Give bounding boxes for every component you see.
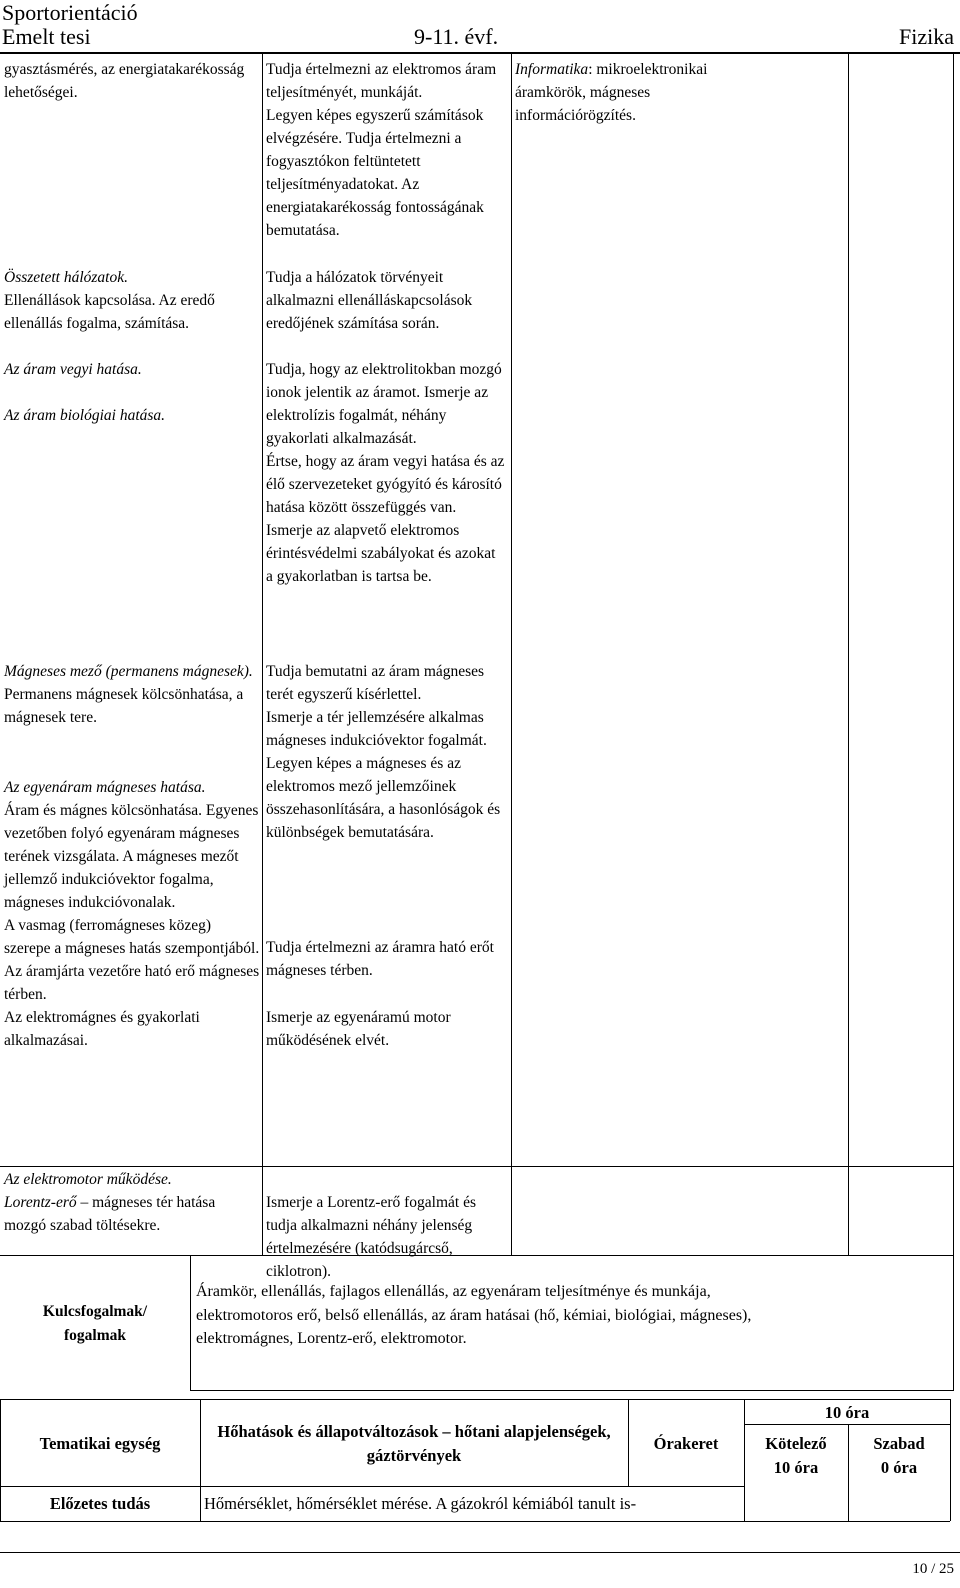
topic-lorentz-text: – mágneses tér hatása mozgó szabad töltésekre. [4, 1194, 216, 1234]
prior-knowledge-label: Előzetes tudás [49, 1494, 151, 1513]
concepts-label: Kulcsfogalmak/ fogalmak [42, 1303, 148, 1344]
crosslink-label: Informatika [515, 61, 589, 78]
topic-biological-effect: Az áram biológiai hatása. [4, 407, 166, 424]
topic-electromotor: Az elektromotor működése. [4, 1171, 172, 1188]
topic-dc-magnetic [4, 776, 260, 1052]
unit-table-mid [0, 1486, 744, 1487]
unit-table-top [0, 1399, 950, 1400]
hours-mandatory: Kötelező 10 óra [765, 1434, 827, 1477]
hours-free: Szabad 0 óra [873, 1434, 925, 1477]
requirement-networks: Tudja a hálózatok törvényeit alkalmazni ellenálláskapcsolások eredőjének számítása során. [266, 269, 473, 332]
requirement-motor: Ismerje az egyenáramú motor működésének elvét. [266, 1009, 451, 1049]
header-rule [0, 52, 960, 54]
unit-label: Tematikai egység [39, 1434, 161, 1453]
unit-left-border [0, 1399, 1, 1521]
topic-dc-magnetic-title: Az egyenáram mágneses hatása. [4, 779, 206, 796]
topic-magnetic-field [4, 660, 256, 729]
col-divider-2 [511, 53, 512, 1255]
topic-energy-saving: gyasztásmérés, az energiatakarékosság lehetőségei. [4, 61, 245, 101]
unit-col-1 [200, 1399, 201, 1521]
topic-magnetic-title: Mágneses mező (permanens mágnesek). [4, 663, 253, 680]
right-border [953, 53, 954, 1390]
topic-chemical-effect: Az áram vegyi hatása. [4, 361, 142, 378]
crosslink-text: : mikroelektronikai áramkörök, mágneses információrögzítés. [515, 61, 708, 124]
concepts-text: Áramkör, ellenállás, fajlagos ellenállás, az egyenáram teljesítménye és munkája, elektromotoros erő, belső ellenállás, az áram hatásai (hő, kémiai, biológiai, mágneses), elektromágnes, Lorentz-erő, elektromotor. [196, 1283, 752, 1347]
requirement-power: Tudja értelmezni az elektromos áram teljesítményét, munkáját. Legyen képes egyszerű számítások elvégzésére. Tudja értelmezni a fogyasztókon feltüntetett teljesítményadatokat. Az energiatakarékosság fontosságának bemutatása. [266, 61, 497, 239]
topic-magnetic-text: Permanens mágnesek kölcsönhatása, a mágnesek tere. [4, 686, 244, 726]
unit-right-border [950, 1399, 951, 1521]
header-subject: Fizika [899, 24, 954, 49]
footer-rule [0, 1552, 960, 1553]
requirement-lorentz: Ismerje a Lorentz-erő fogalmát és tudja alkalmazni néhány jelenség értelmezésére (katódsugárcső, ciklotron). [266, 1194, 477, 1280]
col-divider-3 [848, 53, 849, 1255]
crosslink-informatics [515, 58, 745, 127]
hours-total: 10 óra [824, 1403, 870, 1422]
row-divider [0, 1166, 954, 1167]
requirement-magnetic: Tudja bemutatni az áram mágneses terét egyszerű kísérlettel. Ismerje a tér jellemzésére alkalmas mágneses indukcióvektor fogalmát. Legyen képes a mágneses és az elektromos mező jellemzőinek összehasonlítására, a hasonlóságok és különbségek bemutatására. [266, 663, 501, 841]
unit-col-3 [744, 1399, 745, 1521]
unit-table-bottom [0, 1521, 950, 1522]
unit-col-2 [628, 1399, 629, 1486]
document-title: Sportorientáció [2, 0, 138, 25]
header-level: Emelt tesi [2, 24, 91, 49]
topic-networks [4, 266, 256, 335]
header-grade: 9-11. évf. [414, 24, 499, 49]
topic-lorentz [4, 1191, 256, 1237]
hours-divider [744, 1424, 950, 1425]
page-number: 10 / 25 [912, 1561, 954, 1577]
concepts-divider [190, 1255, 191, 1390]
unit-col-4 [848, 1424, 849, 1521]
hours-label: Órakeret [653, 1434, 719, 1453]
col-divider-1 [262, 53, 263, 1255]
requirement-electrolysis: Tudja, hogy az elektrolitokban mozgó ionok jelentik az áramot. Ismerje az elektrolízis fogalmát, néhány gyakorlati alkalmazását. Értse, hogy az áram vegyi hatása és az élő szervezeteket gyógyító és károsító hatása között összefüggés van. Ismerje az alapvető elektromos érintésvédelmi szabályokat és azokat a gyakorlatban is tartsa be. [266, 361, 505, 585]
topic-lorentz-title: Lorentz-erő [4, 1194, 77, 1211]
requirement-force: Tudja értelmezni az áramra ható erőt mágneses térben. [266, 939, 494, 979]
topic-dc-magnetic-text: Áram és mágnes kölcsönhatása. Egyenes vezetőben folyó egyenáram mágneses terének vizsgálata. A mágneses mezőt jellemző indukcióvektor fogalma, mágneses indukcióvonalak. A vasmag (ferromágneses közeg) szerepe a mágneses hatás szempontjából. Az áramjárta vezetőre ható erő mágneses térben. Az elektromágnes és gyakorlati alkalmazásai. [4, 802, 260, 1049]
topic-networks-text: Ellenállások kapcsolása. Az eredő ellenállás fogalma, számítása. [4, 292, 215, 332]
unit-title: Hőhatások és állapotváltozások – hőtani alapjelenségek, gáztörvények [217, 1422, 611, 1465]
topic-networks-title: Összetett hálózatok. [4, 269, 128, 286]
prior-knowledge-text: Hőmérséklet, hőmérséklet mérése. A gázokról kémiából tanult is- [204, 1494, 637, 1513]
concepts-bottom [190, 1390, 954, 1391]
header-row [0, 24, 960, 52]
